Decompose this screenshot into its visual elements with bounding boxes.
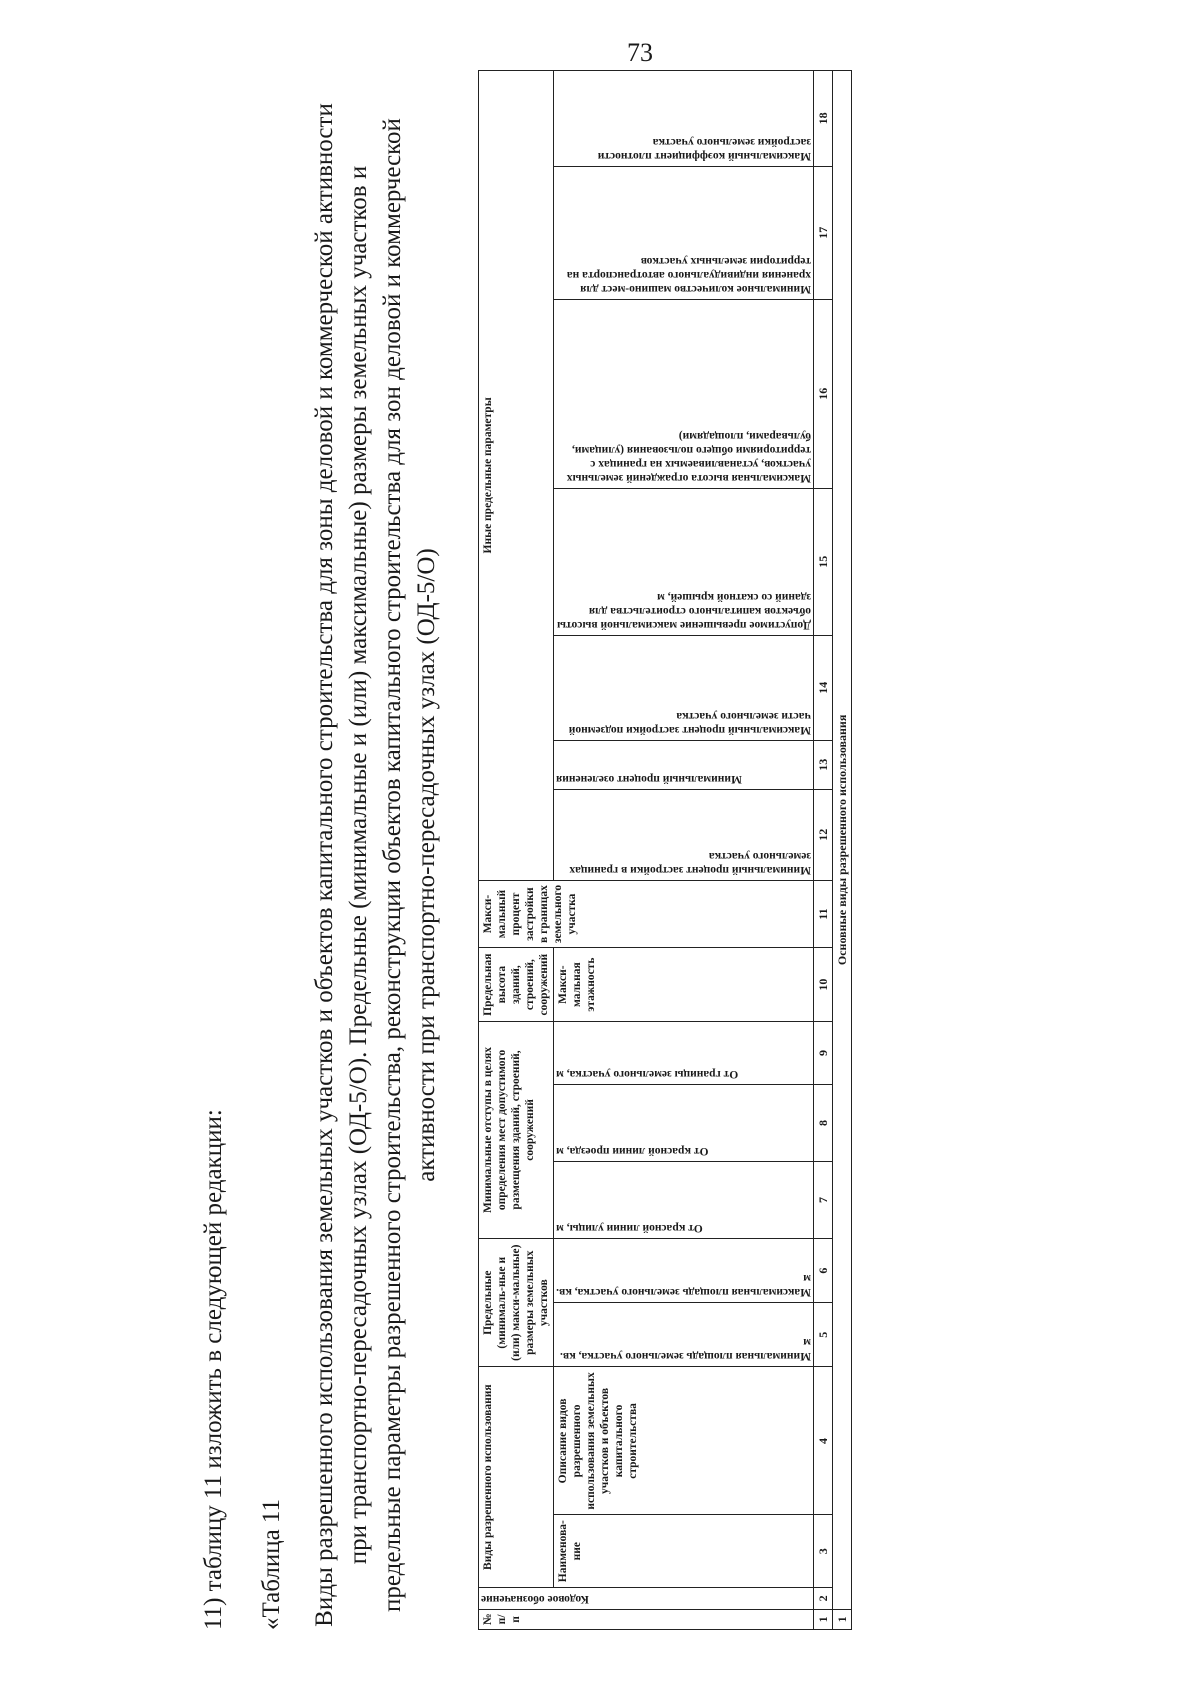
col-number: 5 (814, 1303, 833, 1367)
col-number: 2 (814, 1587, 833, 1609)
col-number: 10 (814, 948, 833, 1022)
col-number: 13 (814, 740, 833, 789)
header-other-group: Иные предельные параметры (479, 71, 554, 881)
table-label: «Таблица 11 (258, 1499, 285, 1630)
header-fence: Максимальная высота ограждений земельных участков, устанавливаемых на границах с территориями общего пользования (улицами, бульварами, площадями) (554, 299, 814, 488)
col-number: 4 (814, 1367, 833, 1515)
section-title: Основные виды разрешенного использования (833, 71, 852, 1610)
header-max-floors: Макси-мальная этажность (554, 948, 814, 1022)
header-density: Максимальный коэффициент плотности застройки земельного участка (554, 71, 814, 167)
col-number: 16 (814, 299, 833, 488)
col-number: 7 (814, 1161, 833, 1238)
col-number: 1 (814, 1609, 833, 1629)
page-number: 73 (627, 38, 653, 67)
header-min-coverage: Минимальный процент застройки в границах земельного участка (554, 789, 814, 880)
table-heading: Виды разрешенного использования земельных участков и объектов капитального строительства для зоны деловой и коммерческой активности при транспортно-пересадочных узлах (ОД-5/О). Предельные (минимальные и (или) максимальные) размеры земельных участков и предельные параметры разрешенного строительства, реконструкции объектов капитального строительства для зон деловой и коммерческой активности при транспортно-пересадочных узлах (ОД-5/О) (311, 103, 440, 1627)
header-min-area: Минимальная площадь земельного участка, кв. м (554, 1303, 814, 1367)
header-max-coverage: Макси-мальный процент застройки в границах земельного участка (479, 880, 814, 947)
col-number: 17 (814, 166, 833, 299)
col-number: 15 (814, 488, 833, 635)
header-greening: Минимальный процент озеленения (554, 740, 814, 789)
col-number: 18 (814, 71, 833, 167)
col-number: 3 (814, 1515, 833, 1587)
section-number: 1 (833, 1609, 852, 1629)
header-sizes-group: Предельные (минималь-ные и (или) макси-мальные) размеры земельных участков (479, 1238, 554, 1366)
header-max-area: Максимальная площадь земельного участка, кв. м (554, 1238, 814, 1302)
col-number: 9 (814, 1021, 833, 1084)
column-numbers-row (814, 71, 833, 1630)
header-street-setback: От красной линии улицы, м (554, 1161, 814, 1238)
header-boundary-setback: От границы земельного участка, м (554, 1021, 814, 1084)
header-underground: Максимальный процент застройки подземной части земельного участка (554, 635, 814, 740)
section-row (833, 71, 852, 1630)
header-drive-setback: От красной линии проезда, м (554, 1084, 814, 1161)
intro-text: 11) таблицу 11 изложить в следующей редакции: (200, 1109, 227, 1630)
header-name: Наименова-ние (554, 1515, 814, 1587)
header-height-excess: Допустимое превышение максимальной высоты объектов капитального строительства для зданий со скатной крышей, м (554, 488, 814, 635)
col-number: 6 (814, 1238, 833, 1302)
col-number: 11 (814, 880, 833, 947)
col-number: 8 (814, 1084, 833, 1161)
regulations-table (478, 70, 852, 1630)
header-description: Описание видов разрешенного использования земельных участков и объектов капитального строительства (554, 1367, 814, 1515)
rotated-page-content (200, 70, 1080, 1630)
col-number: 12 (814, 789, 833, 880)
header-code: Кодовое обозначение (479, 1587, 814, 1609)
header-parking: Минимальное количество машино-мест для хранения индивидуального автотранспорта на территории земельных участков (554, 166, 814, 299)
header-no: № п/п (479, 1609, 814, 1629)
header-height-group: Предельная высота зданий, строений, сооружений (479, 948, 554, 1022)
header-vri-group: Виды разрешенного использования (479, 1367, 554, 1588)
header-setbacks-group: Минимальные отступы в целях определения мест допустимого размещения зданий, строений, сооружений (479, 1021, 554, 1238)
col-number: 14 (814, 635, 833, 740)
